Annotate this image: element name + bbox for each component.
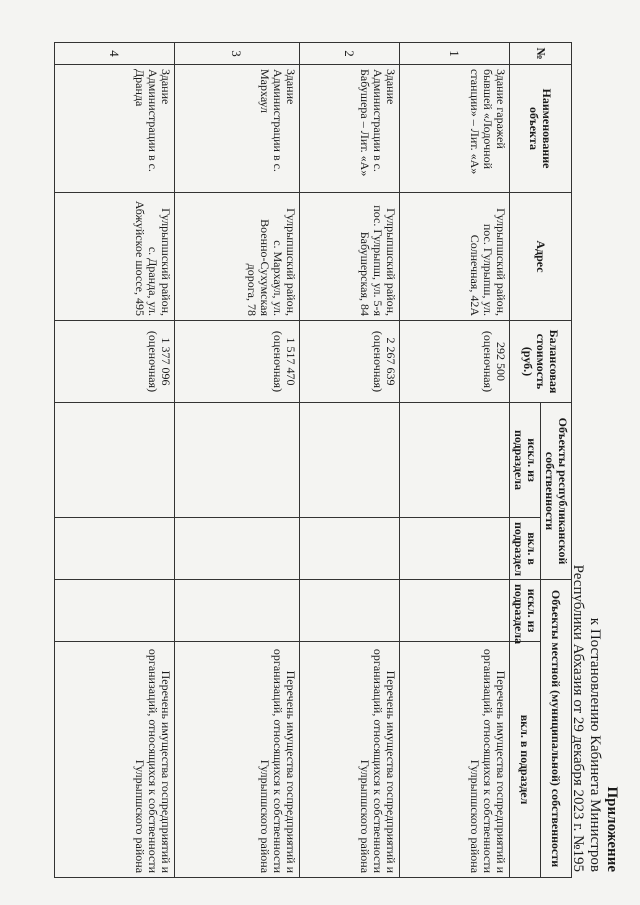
header-address: Адрес (510, 193, 572, 321)
header-republic-excl: искл. из подраздела (510, 403, 541, 518)
table-row (55, 43, 175, 878)
row-republic-excl (400, 403, 510, 518)
heading-line-2: Республики Абхазия от 29 декабря 2023 г. №195 (570, 564, 586, 872)
header-local-group: Объекты местной (муниципальной) собственности (541, 580, 572, 878)
row-name: Здание Администрации в с. Драндa (55, 65, 175, 193)
row-num: 3 (175, 43, 300, 65)
header-republic-group: Объекты республиканской собственности (541, 403, 572, 580)
row-local-incl: Перечень имущества госпредприятий и организаций, относящихся к собственности Гулрыпшского района (175, 642, 300, 878)
table-row (300, 43, 400, 878)
row-republic-incl (55, 518, 175, 580)
row-address: Гулрыпшский район, пос. Гулрыпш, ул. Солнечная, 42А (400, 193, 510, 321)
row-name: Здание гаражей бывшей «Лодочной станции» – Лит. «А» (400, 65, 510, 193)
row-local-excl (55, 580, 175, 642)
row-local-excl (175, 580, 300, 642)
row-local-excl (300, 580, 400, 642)
row-num: 4 (55, 43, 175, 65)
row-local-incl: Перечень имущества госпредприятий и организаций, относящихся к собственности Гулрыпшского района (300, 642, 400, 878)
row-address: Гулрыпшский район, с. Дранда, ул. Абжуйское шоссе, 495 (55, 193, 175, 321)
row-republic-excl (300, 403, 400, 518)
header-name: Наименование объекта (510, 65, 572, 193)
row-republic-incl (400, 518, 510, 580)
row-address: Гулрыпшский район, пос. Гулрыпш, ул. 5-я Бабушерская, 84 (300, 193, 400, 321)
row-num: 1 (400, 43, 510, 65)
row-local-incl: Перечень имущества госпредприятий и организаций, относящихся к собственности Гулрыпшского района (55, 642, 175, 878)
row-local-incl: Перечень имущества госпредприятий и организаций, относящихся к собственности Гулрыпшского района (400, 642, 510, 878)
heading-line-1: к Постановлению Кабинета Министров (587, 617, 603, 872)
row-balance: 2 267 639 (оценочная) (300, 321, 400, 403)
heading-title: Приложение (604, 786, 620, 872)
row-local-excl (400, 580, 510, 642)
row-name: Здание Администрации в с. Мархаул (175, 65, 300, 193)
row-address: Гулрыпшский район, с. Мархаул, ул. Военно-Сухумская дорога, 78 (175, 193, 300, 321)
row-name: Здание Администрации в с. Бабушера – Лит. «А» (300, 65, 400, 193)
table-row (175, 43, 300, 878)
header-republic-incl: вкл. в подраздел (510, 518, 541, 580)
row-republic-excl (175, 403, 300, 518)
row-republic-incl (175, 518, 300, 580)
table-row (400, 43, 510, 878)
row-balance: 1 377 096 (оценочная) (55, 321, 175, 403)
document-heading (569, 442, 620, 872)
property-table (54, 42, 572, 878)
header-num: № (510, 43, 572, 65)
row-republic-excl (55, 403, 175, 518)
row-num: 2 (300, 43, 400, 65)
row-republic-incl (300, 518, 400, 580)
header-local-incl: вкл. в подраздел (510, 642, 541, 878)
row-balance: 1 517 470 (оценочная) (175, 321, 300, 403)
rotated-page-content (20, 42, 620, 877)
header-balance: Балансовая стоимость (руб.) (510, 321, 572, 403)
header-local-excl: искл. из подраздела (510, 580, 541, 642)
row-balance: 292 500 (оценочная) (400, 321, 510, 403)
